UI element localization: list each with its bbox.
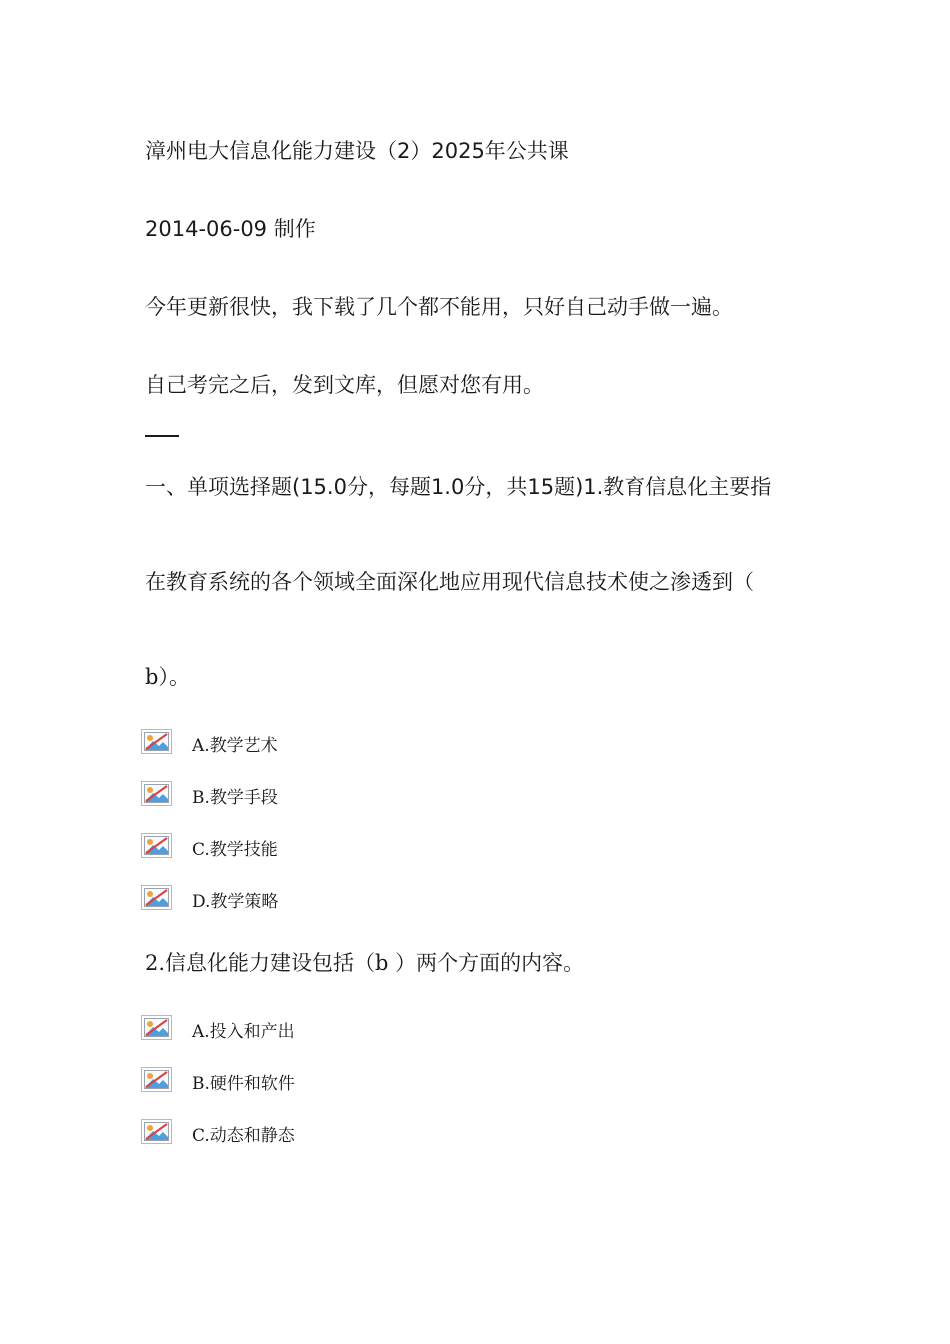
broken-image-icon (141, 885, 172, 910)
option-label: A.投入和产出 (192, 1022, 295, 1042)
section-heading: 一、单项选择题(15.0分，每题1.0分，共15题)1.教育信息化主要指 (145, 475, 772, 499)
q1-option-a[interactable] (141, 729, 541, 757)
broken-image-icon (141, 729, 172, 754)
broken-image-icon (141, 833, 172, 858)
option-label: A.教学艺术 (192, 736, 278, 756)
option-label: B.教学手段 (192, 788, 278, 808)
question-1-answer: b）。 (145, 665, 190, 689)
q1-option-c[interactable] (141, 833, 541, 861)
q1-option-d[interactable] (141, 885, 541, 913)
broken-image-icon (141, 781, 172, 806)
q2-option-a[interactable] (141, 1015, 541, 1043)
q2-option-c[interactable] (141, 1119, 541, 1147)
option-label: B.硬件和软件 (192, 1074, 295, 1094)
question-2-text: 2.信息化能力建设包括（b ）两个方面的内容。 (145, 951, 585, 975)
option-label: C.教学技能 (192, 840, 278, 860)
document-title: 漳州电大信息化能力建设（2）2025年公共课 (145, 139, 569, 163)
option-label: D.教学策略 (192, 892, 279, 912)
q1-option-b[interactable] (141, 781, 541, 809)
document-date: 2014-06-09 制作 (145, 217, 316, 241)
intro-paragraph-2: 自己考完之后，发到文库，但愿对您有用。 (145, 373, 544, 397)
question-1-continued: 在教育系统的各个领域全面深化地应用现代信息技术使之渗透到（ (145, 570, 754, 594)
option-label: C.动态和静态 (192, 1126, 295, 1146)
divider-line (145, 435, 179, 437)
broken-image-icon (141, 1015, 172, 1040)
broken-image-icon (141, 1119, 172, 1144)
intro-paragraph-1: 今年更新很快，我下载了几个都不能用，只好自己动手做一遍。 (145, 295, 733, 319)
broken-image-icon (141, 1067, 172, 1092)
q2-option-b[interactable] (141, 1067, 541, 1095)
